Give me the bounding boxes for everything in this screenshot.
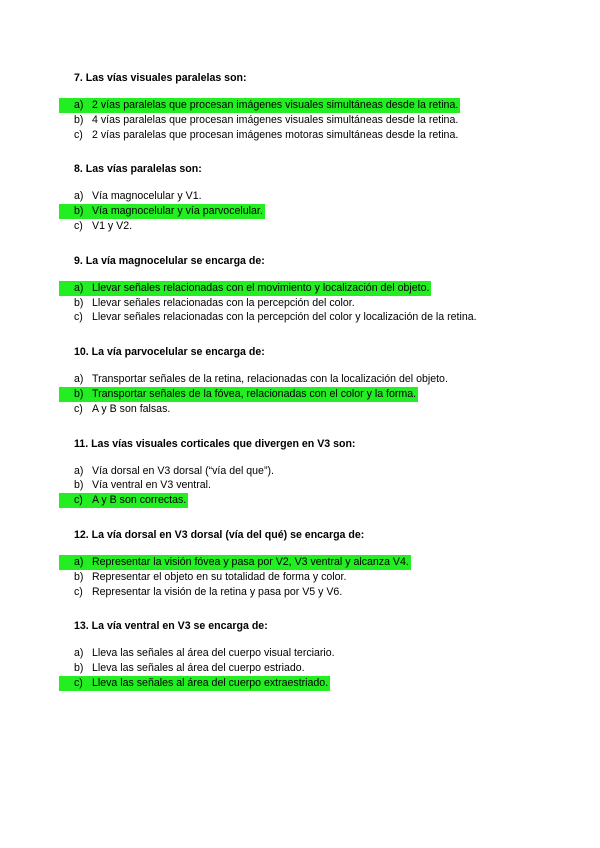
option-text: 4 vías paralelas que procesan imágenes visuales simultáneas desde la retina. — [92, 113, 459, 126]
option-c — [74, 402, 544, 417]
option-text: Representar la visión de la retina y pasa por V5 y V6. — [92, 585, 343, 598]
option-a-correct — [74, 281, 544, 296]
question-title: 10. La vía parvocelular se encarga de: — [74, 346, 265, 359]
option-a — [74, 464, 544, 479]
question-10 — [74, 346, 544, 416]
option-text: 2 vías paralelas que procesan imágenes motoras simultáneas desde la retina. — [92, 128, 459, 141]
question-title: 8. Las vías paralelas son: — [74, 163, 202, 176]
option-a — [74, 189, 544, 204]
question-title: 9. La vía magnocelular se encarga de: — [74, 254, 265, 267]
option-a — [74, 646, 544, 661]
option-text: Llevar señales relacionadas con el movimiento y localización del objeto. — [92, 281, 430, 294]
option-letter: a) — [59, 555, 92, 570]
option-text: Vía ventral en V3 ventral. — [92, 479, 211, 492]
option-letter: c) — [74, 585, 83, 598]
option-a-correct — [74, 555, 544, 570]
question-11 — [74, 438, 544, 508]
option-letter: b) — [74, 296, 84, 309]
option-letter: c) — [74, 402, 83, 415]
quiz-document — [74, 72, 544, 712]
option-text: Vía magnocelular y vía parvocelular. — [92, 205, 263, 218]
option-b — [74, 661, 544, 676]
question-8 — [74, 163, 544, 233]
option-text: Representar la visión fóvea y pasa por V2, V3 ventral y alcanza V4. — [92, 555, 409, 568]
option-letter: b) — [74, 570, 84, 583]
option-text: Vía magnocelular y V1. — [92, 190, 202, 203]
option-letter: c) — [74, 219, 83, 232]
option-b — [74, 113, 544, 128]
option-c — [74, 219, 544, 234]
option-letter: b) — [74, 113, 84, 126]
question-13 — [74, 620, 544, 690]
option-text: Llevar señales relacionadas con la percepción del color. — [92, 296, 355, 309]
option-letter: a) — [74, 190, 84, 203]
option-letter: c) — [74, 311, 83, 324]
option-b-correct — [74, 204, 544, 219]
option-letter: b) — [74, 662, 84, 675]
question-title: 12. La vía dorsal en V3 dorsal (vía del qué) se encarga de: — [74, 528, 365, 541]
option-text: Lleva las señales al área del cuerpo extraestriado. — [92, 676, 329, 689]
option-letter: a) — [74, 464, 84, 477]
option-b-correct — [74, 387, 544, 402]
option-letter: a) — [74, 647, 84, 660]
option-c-correct — [74, 493, 544, 508]
option-letter: b) — [59, 387, 92, 402]
option-text: Lleva las señales al área del cuerpo estriado. — [92, 662, 305, 675]
option-letter: b) — [59, 204, 92, 219]
option-a — [74, 372, 544, 387]
option-c — [74, 310, 544, 325]
question-7 — [74, 72, 544, 142]
option-c — [74, 128, 544, 143]
option-text: Representar el objeto en su totalidad de forma y color. — [92, 570, 347, 583]
option-text: Vía dorsal en V3 dorsal (“vía del que”). — [92, 464, 274, 477]
question-9 — [74, 255, 544, 325]
option-letter: c) — [59, 676, 92, 691]
option-text: A y B son correctas. — [92, 494, 187, 507]
option-text: 2 vías paralelas que procesan imágenes visuales simultáneas desde la retina. — [92, 99, 459, 111]
option-letter: b) — [74, 479, 84, 492]
question-12 — [74, 529, 544, 599]
option-text: Transportar señales de la fóvea, relacionadas con el color y la forma. — [92, 387, 417, 400]
question-title: 11. Las vías visuales corticales que divergen en V3 son: — [74, 437, 356, 450]
option-letter: a) — [59, 98, 92, 113]
option-a-correct — [74, 98, 544, 113]
option-text: Lleva las señales al área del cuerpo visual terciario. — [92, 647, 335, 660]
option-b — [74, 570, 544, 585]
option-letter: c) — [59, 493, 92, 508]
option-text: V1 y V2. — [92, 219, 133, 232]
option-text: A y B son falsas. — [92, 402, 171, 415]
option-letter: a) — [59, 281, 92, 296]
option-c — [74, 585, 544, 600]
option-c-correct — [74, 676, 544, 691]
question-title: 13. La vía ventral en V3 se encarga de: — [74, 620, 268, 633]
option-letter: a) — [74, 373, 84, 386]
option-text: Llevar señales relacionadas con la percepción del color y localización de la retina. — [92, 311, 477, 324]
option-b — [74, 478, 544, 493]
option-text: Transportar señales de la retina, relacionadas con la localización del objeto. — [92, 373, 448, 386]
option-letter: c) — [74, 128, 83, 141]
option-b — [74, 296, 544, 311]
question-title: 7. Las vías visuales paralelas son: — [74, 72, 247, 84]
